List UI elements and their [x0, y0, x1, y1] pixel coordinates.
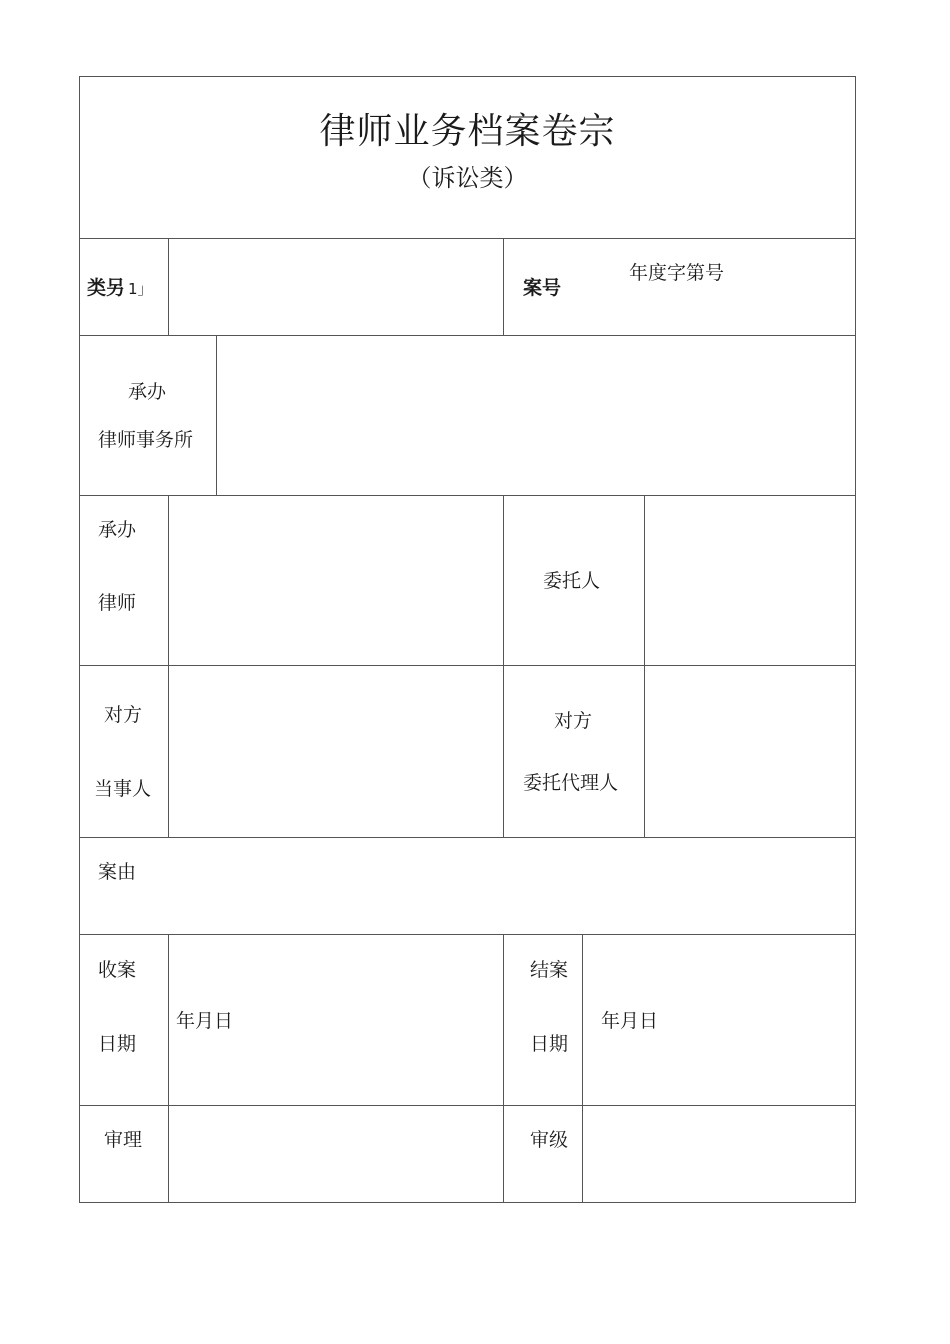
opponent-label-line1: 对方 — [104, 704, 143, 726]
trial-label: 审理 — [104, 1129, 143, 1151]
case-number-field[interactable] — [580, 239, 856, 335]
category-label-suffix: 1」 — [128, 280, 153, 298]
opponent-agent-field[interactable] — [645, 666, 856, 837]
cause-label: 案由 — [98, 861, 137, 883]
firm-label-line1: 承办 — [128, 381, 167, 403]
firm-label-line2: 律师事务所 — [98, 429, 194, 451]
received-date-value[interactable]: 年月日 — [176, 1010, 234, 1032]
document-subtitle: （诉讼类） — [407, 164, 528, 192]
trial-level-label: 审级 — [530, 1129, 569, 1151]
opponent-agent-label-line1: 对方 — [554, 710, 593, 732]
document-title: 律师业务档案卷宗 — [319, 111, 616, 152]
client-label: 委托人 — [543, 570, 601, 592]
category-label-text: 类另 — [87, 277, 126, 299]
column-divider — [503, 495, 504, 837]
column-divider — [503, 934, 504, 1203]
client-field[interactable] — [645, 496, 856, 665]
case-number-hint: 年度字第号 — [629, 262, 725, 284]
lawyer-label-line1: 承办 — [98, 519, 137, 541]
opponent-agent-label-line2: 委托代理人 — [523, 772, 619, 794]
column-divider — [503, 238, 504, 335]
row-divider — [79, 934, 856, 935]
case-number-label: 案号 — [523, 277, 562, 299]
closed-date-label-line2: 日期 — [530, 1033, 569, 1055]
trial-level-field[interactable] — [583, 1106, 856, 1203]
received-date-label-line2: 日期 — [98, 1033, 137, 1055]
received-date-label-line1: 收案 — [98, 959, 137, 981]
closed-date-value[interactable]: 年月日 — [601, 1010, 659, 1032]
law-firm-field[interactable] — [217, 336, 856, 495]
opponent-party-field[interactable] — [169, 666, 503, 837]
opponent-label-line2: 当事人 — [94, 778, 152, 800]
closed-date-label-line1: 结案 — [530, 959, 569, 981]
category-field[interactable] — [169, 239, 503, 335]
lawyer-field[interactable] — [169, 496, 503, 665]
trial-field[interactable] — [169, 1106, 503, 1203]
cause-field[interactable] — [169, 838, 856, 934]
lawyer-label-line2: 律师 — [98, 592, 137, 614]
category-label — [87, 279, 153, 298]
